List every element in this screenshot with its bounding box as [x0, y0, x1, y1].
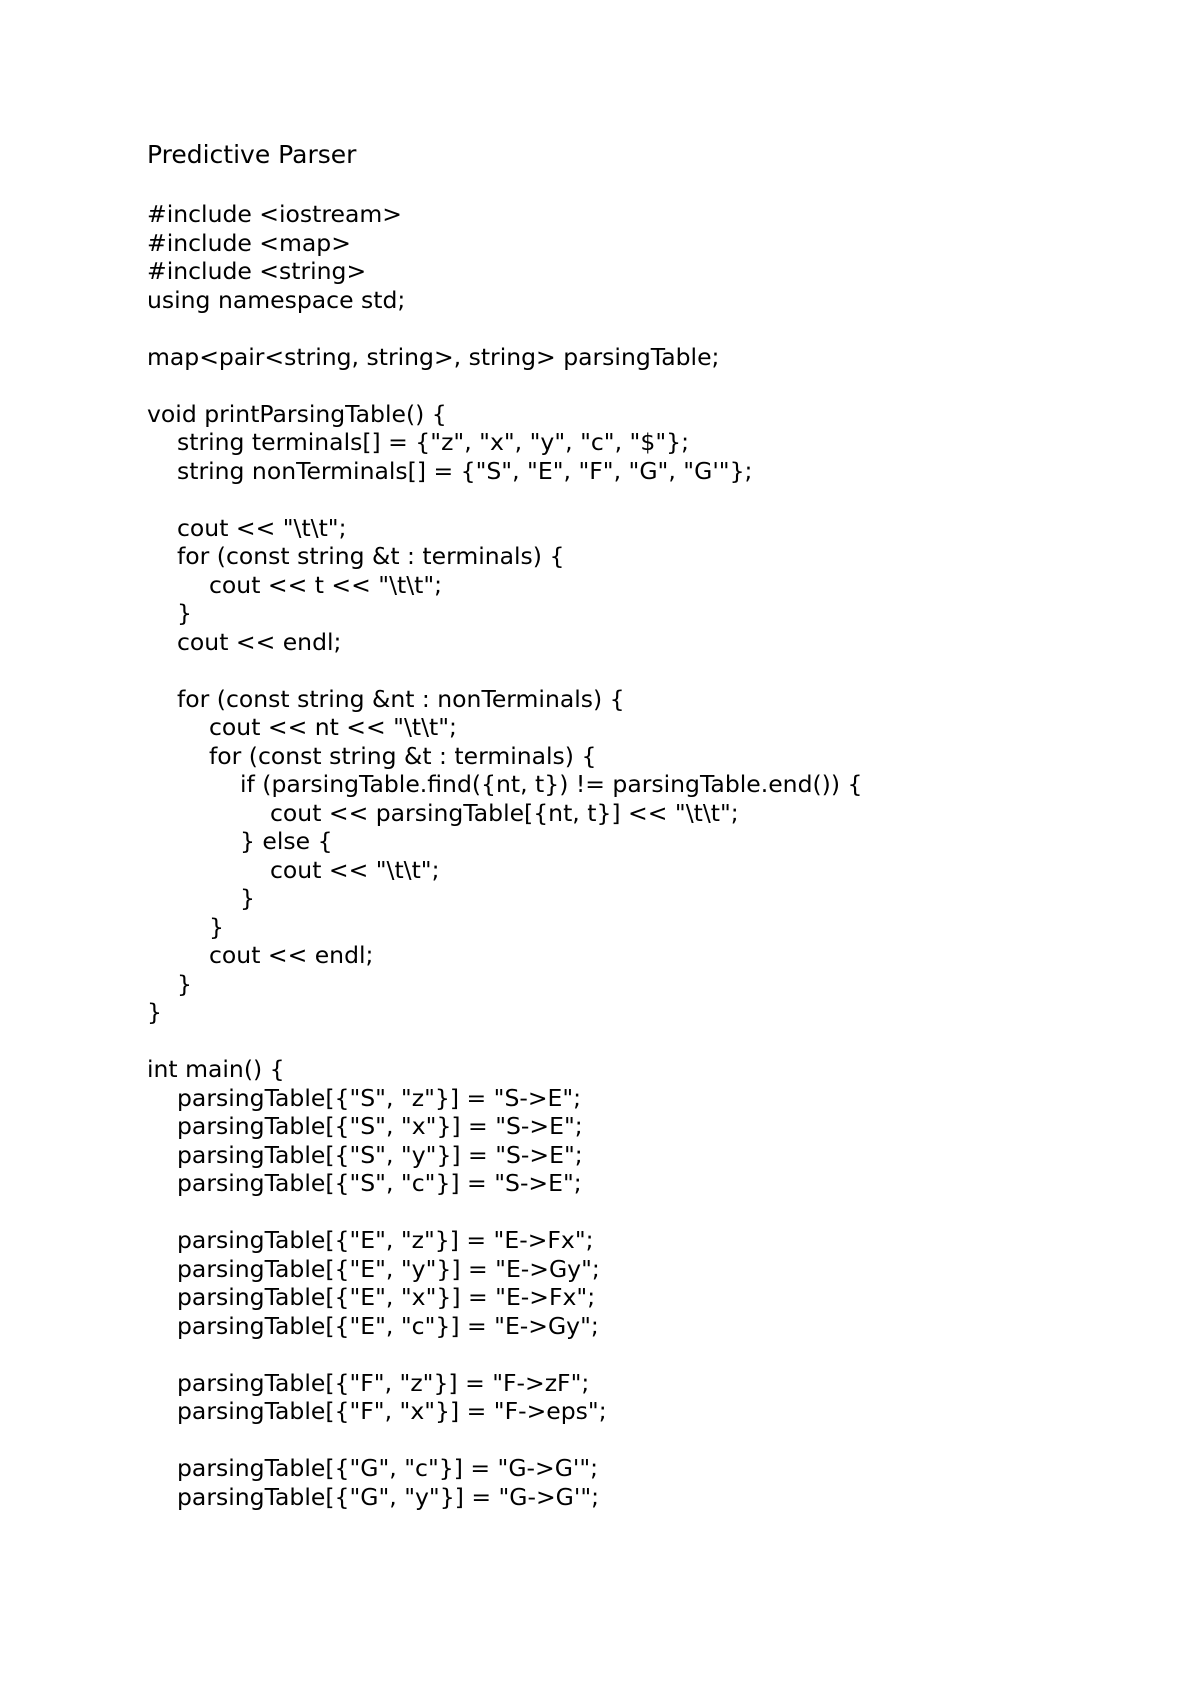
code-line: } else {: [240, 827, 333, 855]
code-line: parsingTable[{"E", "c"}] = "E->Gy";: [177, 1311, 599, 1340]
blank-line: [147, 485, 1147, 514]
blank-line: [147, 656, 1147, 685]
blank-line: [147, 314, 1147, 343]
code-line: }: [177, 599, 192, 627]
blank-line: [147, 1426, 1147, 1455]
code-line: parsingTable[{"E", "z"}] = "E->Fx";: [177, 1226, 594, 1254]
code-line: parsingTable[{"E", "y"}] = "E->Gy";: [177, 1254, 600, 1283]
code-line: void printParsingTable() {: [147, 399, 447, 428]
code-line: parsingTable[{"G", "y"}] = "G->G'";: [177, 1482, 600, 1511]
code-line: #include <string>: [147, 257, 367, 285]
code-line: parsingTable[{"G", "c"}] = "G->G'";: [177, 1454, 599, 1482]
code-line: cout << endl;: [177, 627, 342, 656]
code-line: for (const string &nt : nonTerminals) {: [177, 684, 625, 713]
code-line: #include <map>: [147, 228, 351, 257]
code-line: cout << t << "\t\t";: [209, 570, 443, 599]
code-line: using namespace std;: [147, 285, 406, 314]
code-line: parsingTable[{"F", "x"}] = "F->eps";: [177, 1397, 607, 1425]
code-line: parsingTable[{"S", "z"}] = "S->E";: [177, 1083, 582, 1112]
blank-line: [147, 1198, 1147, 1227]
code-line: parsingTable[{"F", "z"}] = "F->zF";: [177, 1368, 590, 1397]
code-line: parsingTable[{"E", "x"}] = "E->Fx";: [177, 1283, 596, 1311]
code-line: for (const string &t : terminals) {: [209, 741, 597, 770]
code-line: parsingTable[{"S", "x"}] = "S->E";: [177, 1112, 583, 1140]
code-line: }: [147, 998, 162, 1026]
code-line: cout << "\t\t";: [270, 855, 440, 884]
document-title: Predictive Parser: [147, 140, 357, 169]
blank-line: [147, 1340, 1147, 1369]
code-line: string nonTerminals[] = {"S", "E", "F", "G", "G'"};: [177, 456, 753, 485]
code-block: [147, 200, 1147, 1511]
code-line: cout << nt << "\t\t";: [209, 713, 457, 741]
code-line: parsingTable[{"S", "y"}] = "S->E";: [177, 1140, 583, 1169]
blank-line: [147, 1027, 1147, 1056]
code-line: for (const string &t : terminals) {: [177, 542, 565, 570]
code-line: cout << endl;: [209, 941, 374, 969]
code-line: #include <iostream>: [147, 200, 402, 228]
code-line: parsingTable[{"S", "c"}] = "S->E";: [177, 1169, 582, 1197]
code-line: cout << parsingTable[{nt, t}] << "\t\t";: [270, 798, 739, 827]
blank-line: [147, 371, 1147, 400]
code-line: }: [240, 884, 255, 912]
code-line: int main() {: [147, 1055, 285, 1083]
code-line: cout << "\t\t";: [177, 513, 347, 542]
code-line: }: [177, 969, 192, 998]
code-line: }: [209, 912, 224, 941]
code-line: map<pair<string, string>, string> parsingTable;: [147, 342, 720, 371]
code-line: string terminals[] = {"z", "x", "y", "c", "$"};: [177, 428, 689, 456]
code-line: if (parsingTable.find({nt, t}) != parsingTable.end()) {: [240, 770, 863, 798]
